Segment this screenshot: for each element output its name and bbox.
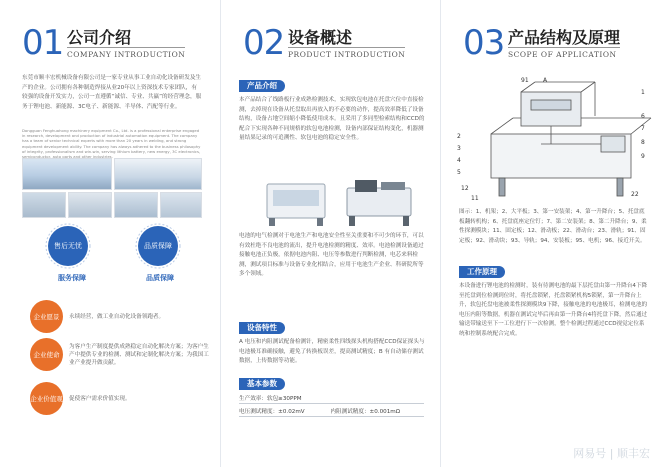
detail-text: 电池的电气检测对于电池生产和电池安全性至关重要和不可少的环节，可以有效杜绝不良电池的流出，提升电池检测的精度、效率。电池检测设备通过接触电池正负极，依据电池内阻、电压等参数进行判断检测，电芯来料检测，测试项目标准与设备专业化相结合，应用于电池生产企业、科研院所等多个领域。 <box>239 233 424 277</box>
section-title: 设备概述 <box>288 28 353 47</box>
service-circle-label: 售后无忧 <box>54 241 82 250</box>
callout-11: 11 <box>471 195 479 202</box>
service-label: 服务保障 <box>58 274 86 282</box>
principle-tag: 工作原理 <box>459 266 505 278</box>
callout-12: 12 <box>461 185 469 192</box>
quality-label: 品质保障 <box>146 274 174 282</box>
section-subtitle: SCOPE OF APPLICATION <box>508 47 620 61</box>
machine-photo-1 <box>261 178 331 228</box>
characteristics-text: A 电压和内阻测试配备检测针，精密柔性四线探头机构搭配CCD保证探头与电池极耳准确接触，避免了转换板误差，提高测试精度；B 有自动储存测试数据，上传数据等功能。 <box>239 339 425 364</box>
vision-badge: 企业愿景 <box>30 300 63 333</box>
callout-3: 3 <box>457 145 461 152</box>
spec-key: 生产效率： <box>239 396 267 402</box>
features-text: 本产品结合了线路板行业成熟检测技术，实现软包电池在托盘穴位中直接检测，去掉现在设备从托盘取出再放入的不必要的动作，提高效率降低了设备结构，设备占地空间缩小降低使用成本。且采用了多同型检索结构和CCD的配合下实现各种不同规格的软包电池检测，设备内部保证结构变化，机器测量结果记录的可追溯性、软包电池的稳定安全性。 <box>239 97 425 141</box>
spec-key-2: 内阻测试精度： <box>330 409 370 415</box>
quality-circle-label: 品质保障 <box>144 241 172 250</box>
spec-divider <box>239 416 424 417</box>
parts-legend: 图示：1、机架；2、大平板；3、第一安装架；4、第一升降台；5、托盘底板翻转机构；6、托盘底座定位钉；7、第二安装架；8、第二升降台；9、柔性探测模块；11、固定板；12、滑动板；22、滑动台；23、滑轨；91、固定板；92、滑动块；93、导轨；94、安装板；95、电机；96、接近开关。 <box>459 209 647 244</box>
callout-1: 1 <box>641 89 645 96</box>
structure-diagram <box>451 74 656 204</box>
machine-graphic-2 <box>341 178 417 228</box>
mission-row <box>30 338 210 371</box>
features-tag: 产品介绍 <box>239 80 285 92</box>
callout-9: 9 <box>641 153 645 160</box>
callout-A: A <box>543 77 548 84</box>
callout-2: 2 <box>457 133 461 140</box>
callout-91: 91 <box>521 77 529 84</box>
section-number: 02 <box>243 23 285 63</box>
factory-photo <box>22 158 112 190</box>
values-badge: 企业价值观 <box>30 382 63 415</box>
mission-text: 为客户生产制度提供成熟稳定自动化解决方案；为客户生产中提供专业的检测、测试和定制化解决方案；为我国工业产业提升做贡献。 <box>69 343 209 366</box>
section-number: 03 <box>463 23 505 63</box>
assurance-area <box>40 222 190 270</box>
spec-row-accuracy <box>239 407 400 415</box>
principle-text: 本设备进行锂电池的检测时，装有待测电池的最下层托盘由第一升降台4下降至托盘到位检测到位时，将托盘锁紧，托盘锁紧机构5锁紧，第一升降台上升，软包托盘电池被柔性探测模块9下降，接触电池的电池极耳，检测电池的电压内阻等数据，机器在测试完毕后再由第一升降台4将托盘下降，然后通过输送带输送至下一工位进行下一次检测，整个检测过程通过CCD视觉定位系统和控制系统配合完成。 <box>459 283 648 337</box>
callout-6: 6 <box>641 113 645 120</box>
machine-photo-2 <box>341 178 417 228</box>
callout-5: 5 <box>457 169 461 176</box>
quality-circle <box>138 226 178 266</box>
callout-4: 4 <box>457 157 461 164</box>
mission-badge: 企业使命 <box>30 338 63 371</box>
vision-row <box>30 300 210 333</box>
section-subtitle: COMPANY INTRODUCTION <box>67 47 185 61</box>
spec-value: 软包≥30PPM <box>266 396 302 402</box>
panel-product <box>220 0 440 467</box>
section-title: 公司介绍 <box>67 28 132 47</box>
workshop-photo-2 <box>68 192 112 218</box>
workshop-photo-4 <box>160 192 202 218</box>
service-circle <box>48 226 88 266</box>
company-intro-cn: 东莞市顺丰宏机械设备有限公司是一家专业从事工业自动化设备研发及生产的企业。公司拥有各种制造焊接从业20年以上资深技术专家团队，有较强的设备开发实力，公司一直遵循“诚信、专业、共赢”的经营理念，服务于锂电池、新能源、3C电子、新能源、半导体、汽配等行业。 <box>22 75 202 110</box>
panel-company <box>0 0 220 467</box>
section-number: 01 <box>22 23 64 63</box>
office-photo <box>114 158 202 190</box>
section-title: 产品结构及原理 <box>508 28 621 47</box>
values-text: 促使客户需求价值实现。 <box>69 395 131 402</box>
params-tag: 基本参数 <box>239 378 285 390</box>
spec-key: 电压测试精度： <box>239 409 279 415</box>
callout-8: 8 <box>641 139 645 146</box>
spec-value: ±0.02mV <box>278 409 305 415</box>
section-subtitle: PRODUCT INTRODUCTION <box>288 47 405 61</box>
panel-structure <box>440 0 660 467</box>
watermark: 网易号 | 顺丰宏 <box>573 447 650 460</box>
spec-divider <box>239 403 424 404</box>
values-row <box>30 382 210 415</box>
callout-7: 7 <box>641 125 645 132</box>
workshop-photo-3 <box>114 192 158 218</box>
vision-text: 永续经营，做工业自动化设备领跑者。 <box>69 313 165 320</box>
spec-row-efficiency <box>239 394 302 402</box>
structure-diagram-graphic <box>451 74 656 204</box>
machine-graphic-1 <box>261 178 331 228</box>
company-intro-en: Dongguan Fenghuahong machinery equipment Co., Ltd. is a professional enterprise engaged in research, development and production of industrial automation equipment. The company has a team of senior technical experts with more than 20 years in welding, and strong equipment development ability. The company has always adhered to the business philosophy of integrity, professionalism and win-win, serving lithium battery, new energy, 3C electronics, semiconductor, auto parts and other industries. <box>22 128 201 160</box>
workshop-photo-1 <box>22 192 66 218</box>
callout-22: 22 <box>631 191 639 198</box>
spec-value-2: ±0.001mΩ <box>369 409 400 415</box>
characteristics-tag: 设备特性 <box>239 322 285 334</box>
